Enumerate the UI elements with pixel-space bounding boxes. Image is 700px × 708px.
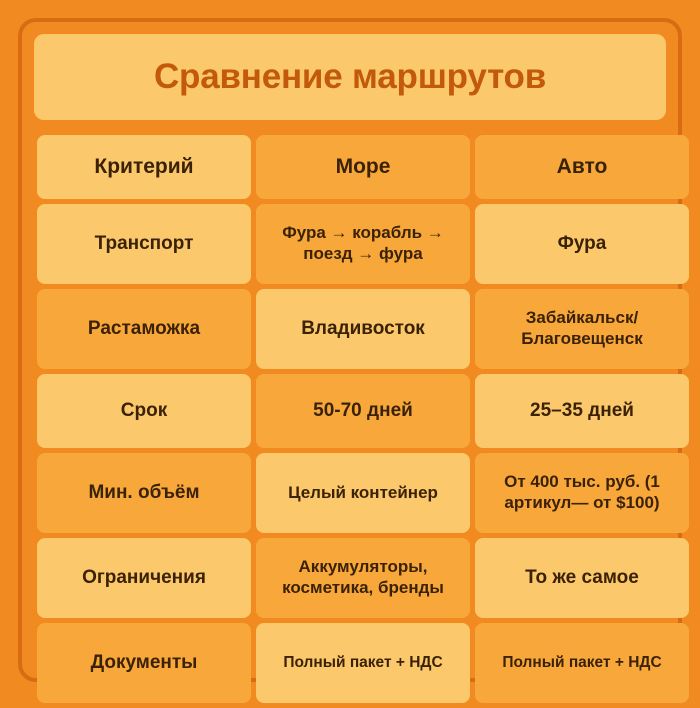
cell-sea-docs: Полный пакет + НДС: [256, 623, 470, 703]
table-row: [37, 374, 689, 448]
table-row: [37, 453, 689, 533]
table-row: [37, 204, 689, 284]
table-row: [37, 538, 689, 618]
cell-sea-transport: Фура → корабль → поезд → фура: [256, 204, 470, 284]
cell-sea-term: 50-70 дней: [256, 374, 470, 448]
cell-sea-minvolume: Целый контейнер: [256, 453, 470, 533]
cell-sea-limits: Аккумуляторы, косметика, бренды: [256, 538, 470, 618]
table-row: [37, 623, 689, 703]
comparison-table: [32, 130, 694, 708]
row-criterion-docs: Документы: [37, 623, 251, 703]
row-criterion-customs: Растаможка: [37, 289, 251, 369]
header-criterion: Критерий: [37, 135, 251, 199]
table-header-row: [37, 135, 689, 199]
row-criterion-transport: Транспорт: [37, 204, 251, 284]
comparison-card: [18, 18, 682, 682]
cell-auto-term: 25–35 дней: [475, 374, 689, 448]
row-criterion-minvolume: Мин. объём: [37, 453, 251, 533]
cell-auto-docs: Полный пакет + НДС: [475, 623, 689, 703]
title-banner: [34, 34, 666, 120]
table-row: [37, 289, 689, 369]
header-sea: Море: [256, 135, 470, 199]
cell-sea-customs: Владивосток: [256, 289, 470, 369]
cell-auto-limits: То же самое: [475, 538, 689, 618]
row-criterion-limits: Ограничения: [37, 538, 251, 618]
cell-auto-customs: Забайкальск/ Благовещенск: [475, 289, 689, 369]
cell-auto-transport: Фура: [475, 204, 689, 284]
header-auto: Авто: [475, 135, 689, 199]
page-title: Сравнение маршрутов: [153, 56, 547, 96]
cell-auto-minvolume: От 400 тыс. руб. (1 артикул— от $100): [475, 453, 689, 533]
row-criterion-term: Срок: [37, 374, 251, 448]
